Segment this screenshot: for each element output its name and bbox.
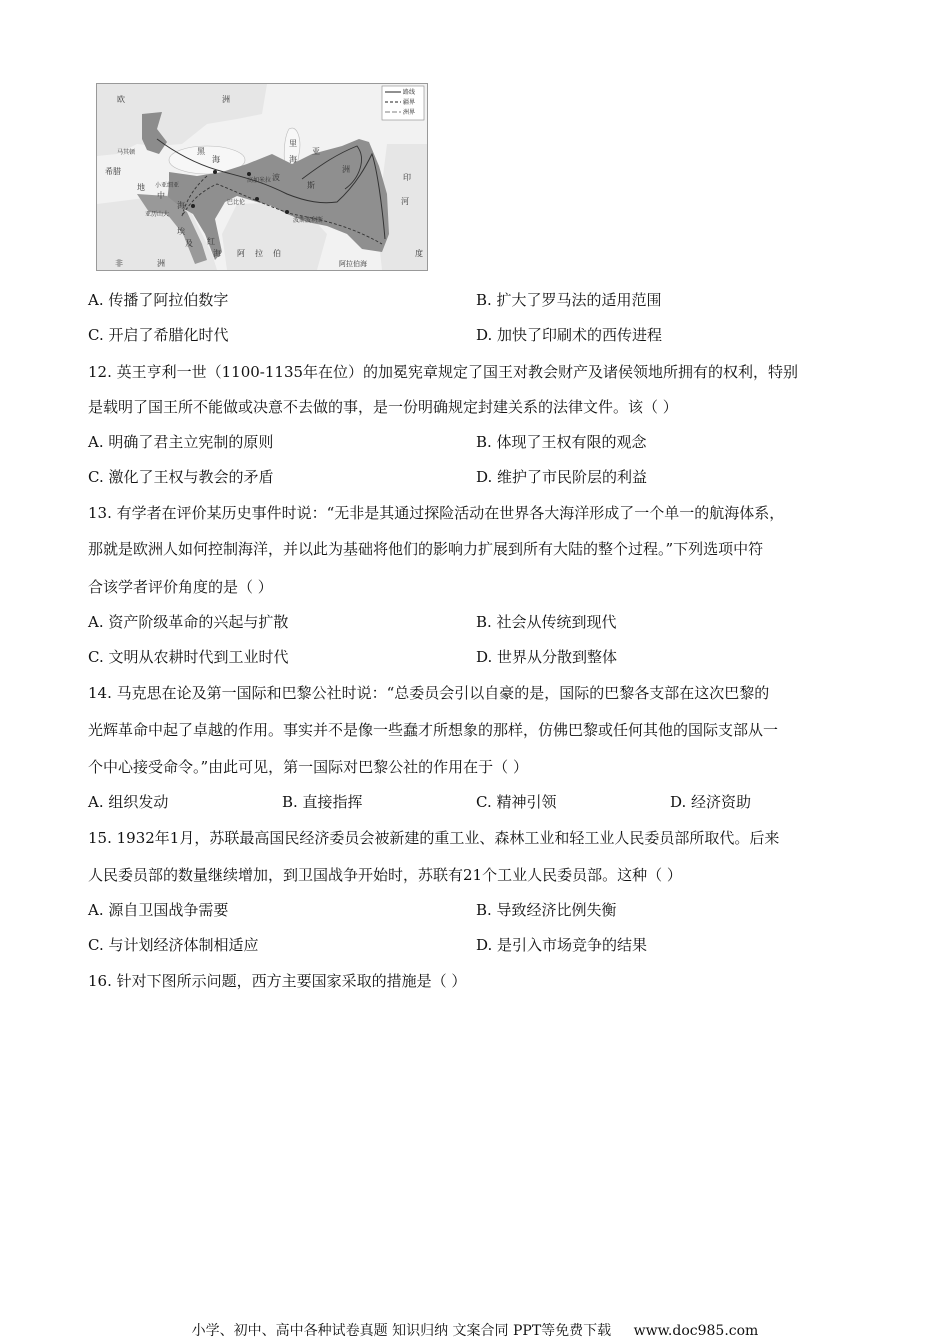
label-gaugamela: 高加米拉 <box>247 177 272 184</box>
label-arabia-1: 阿 <box>237 249 245 258</box>
q11-option-a[interactable]: A. 传播了阿拉伯数字 <box>88 291 229 309</box>
label-asia-minor: 小亚细亚 <box>155 182 180 189</box>
q15-stem-line-2: 人民委员部的数量继续增加，到卫国战争开始时，苏联有21个工业人民委员部。这种（ ） <box>88 866 682 884</box>
q14-option-c[interactable]: C. 精神引领 <box>476 793 557 811</box>
q11-option-d[interactable]: D. 加快了印刷术的西传进程 <box>476 326 663 344</box>
q13-stem-line-1: 13. 有学者在评价某历史事件时说：“无非是其通过探险活动在世界各大海洋形成了一个单一的航海体系， <box>88 504 785 522</box>
label-egypt-2: 及 <box>185 239 193 248</box>
label-india-1: 印 <box>403 173 411 182</box>
label-asia-2: 洲 <box>342 165 350 174</box>
q14-stem-line-1: 14. 马克思在论及第一国际和巴黎公社时说：“总委员会引以自豪的是，国际的巴黎各支部在这次巴黎的 <box>88 684 770 702</box>
q12-option-b[interactable]: B. 体现了王权有限的观念 <box>476 433 647 451</box>
label-babylon: 巴比伦 <box>227 199 246 206</box>
q13-stem-line-3: 合该学者评价角度的是（ ） <box>88 578 273 596</box>
label-alexandria: 亚历山大 <box>145 211 170 218</box>
footer-website-link[interactable]: www.doc985.com <box>633 1323 759 1339</box>
map-drawing <box>97 84 427 270</box>
q15-option-b[interactable]: B. 导致经济比例失衡 <box>476 901 617 919</box>
label-mediterranean-3: 海 <box>177 201 185 210</box>
q11-option-b[interactable]: B. 扩大了罗马法的适用范围 <box>476 291 662 309</box>
label-europe-1: 欧 <box>117 95 125 104</box>
city-marker-issus <box>213 170 217 174</box>
label-india-2: 度 <box>415 249 423 258</box>
label-red-sea-1: 红 <box>207 237 215 246</box>
q15-option-c[interactable]: C. 与计划经济体制相适应 <box>88 936 259 954</box>
city-marker-gaugamela <box>247 172 251 176</box>
alexander-empire-map <box>96 83 428 271</box>
q12-option-a[interactable]: A. 明确了君主立宪制的原则 <box>88 433 274 451</box>
q14-stem-line-3: 个中心接受命令。”由此可见，第一国际对巴黎公社的作用在于（ ） <box>88 758 528 776</box>
label-asia-1: 亚 <box>312 147 320 156</box>
label-mediterranean-1: 地 <box>137 183 145 192</box>
page-footer <box>0 1322 950 1340</box>
q12-stem-line-2: 是载明了国王所不能做或决意不去做的事，是一份明确规定封建关系的法律文件。该（ ） <box>88 398 678 416</box>
label-persia-2: 斯 <box>307 181 315 190</box>
q13-option-a[interactable]: A. 资产阶级革命的兴起与扩散 <box>88 613 289 631</box>
label-caspian-1: 里 <box>289 139 297 148</box>
q12-option-d[interactable]: D. 维护了市民阶层的利益 <box>476 468 648 486</box>
city-marker-persepolis <box>285 210 289 214</box>
q12-stem-line-1: 12. 英王亨利一世（1100-1135年在位）的加冕宪章规定了国王对教会财产及诸侯领地所拥有的权利，特别 <box>88 363 799 381</box>
label-river: 河 <box>401 197 409 206</box>
q13-stem-line-2: 那就是欧洲人如何控制海洋，并以此为基础将他们的影响力扩展到所有大陆的整个过程。”下列选项中符 <box>88 540 764 558</box>
footer-description: 小学、初中、高中各种试卷真题 知识归纳 文案合同 PPT等免费下载 <box>191 1323 612 1339</box>
q14-stem-line-2: 光辉革命中起了卓越的作用。事实并不是像一些蠢才所想象的那样，仿佛巴黎或任何其他的国际支部从一 <box>88 721 779 739</box>
legend-route-label: 路线 <box>403 89 416 96</box>
label-greece: 希腊 <box>105 167 121 176</box>
q13-option-d[interactable]: D. 世界从分散到整体 <box>476 648 618 666</box>
q14-option-d[interactable]: D. 经济资助 <box>670 793 752 811</box>
legend-border-label: 疆界 <box>403 99 416 106</box>
q14-option-a[interactable]: A. 组织发动 <box>88 793 169 811</box>
label-mediterranean-2: 中 <box>157 191 165 200</box>
label-arabian-sea: 阿拉伯海 <box>339 260 367 268</box>
q13-option-b[interactable]: B. 社会从传统到现代 <box>476 613 617 631</box>
label-black-sea-1: 黑 <box>197 147 205 156</box>
city-marker-alexandria <box>191 204 195 208</box>
label-caspian-2: 海 <box>289 155 297 164</box>
label-macedonia: 马其顿 <box>117 149 136 156</box>
label-persia-1: 波 <box>272 173 280 182</box>
label-arabia-3: 伯 <box>273 249 281 258</box>
label-africa-1: 非 <box>115 259 123 268</box>
q13-option-c[interactable]: C. 文明从农耕时代到工业时代 <box>88 648 289 666</box>
legend-continent-label: 洲界 <box>403 109 416 116</box>
label-egypt-1: 埃 <box>177 227 185 236</box>
label-black-sea-2: 海 <box>212 155 220 164</box>
q11-option-c[interactable]: C. 开启了希腊化时代 <box>88 326 229 344</box>
q14-option-b[interactable]: B. 直接指挥 <box>282 793 363 811</box>
q15-stem-line-1: 15. 1932年1月，苏联最高国民经济委员会被新建的重工业、森林工业和轻工业人民委员部所取代。后来 <box>88 829 780 847</box>
q15-option-d[interactable]: D. 是引入市场竞争的结果 <box>476 936 648 954</box>
label-arabia-2: 拉 <box>255 249 263 258</box>
label-red-sea-2: 海 <box>213 249 221 258</box>
label-europe-2: 洲 <box>222 95 230 104</box>
city-marker-babylon <box>255 197 259 201</box>
q12-option-c[interactable]: C. 激化了王权与教会的矛盾 <box>88 468 274 486</box>
label-africa-2: 洲 <box>157 259 165 268</box>
q15-option-a[interactable]: A. 源自卫国战争需要 <box>88 901 229 919</box>
q16-stem-line-1: 16. 针对下图所示问题，西方主要国家采取的措施是（ ） <box>88 972 467 990</box>
label-persepolis: 波斯波利斯 <box>293 217 324 224</box>
